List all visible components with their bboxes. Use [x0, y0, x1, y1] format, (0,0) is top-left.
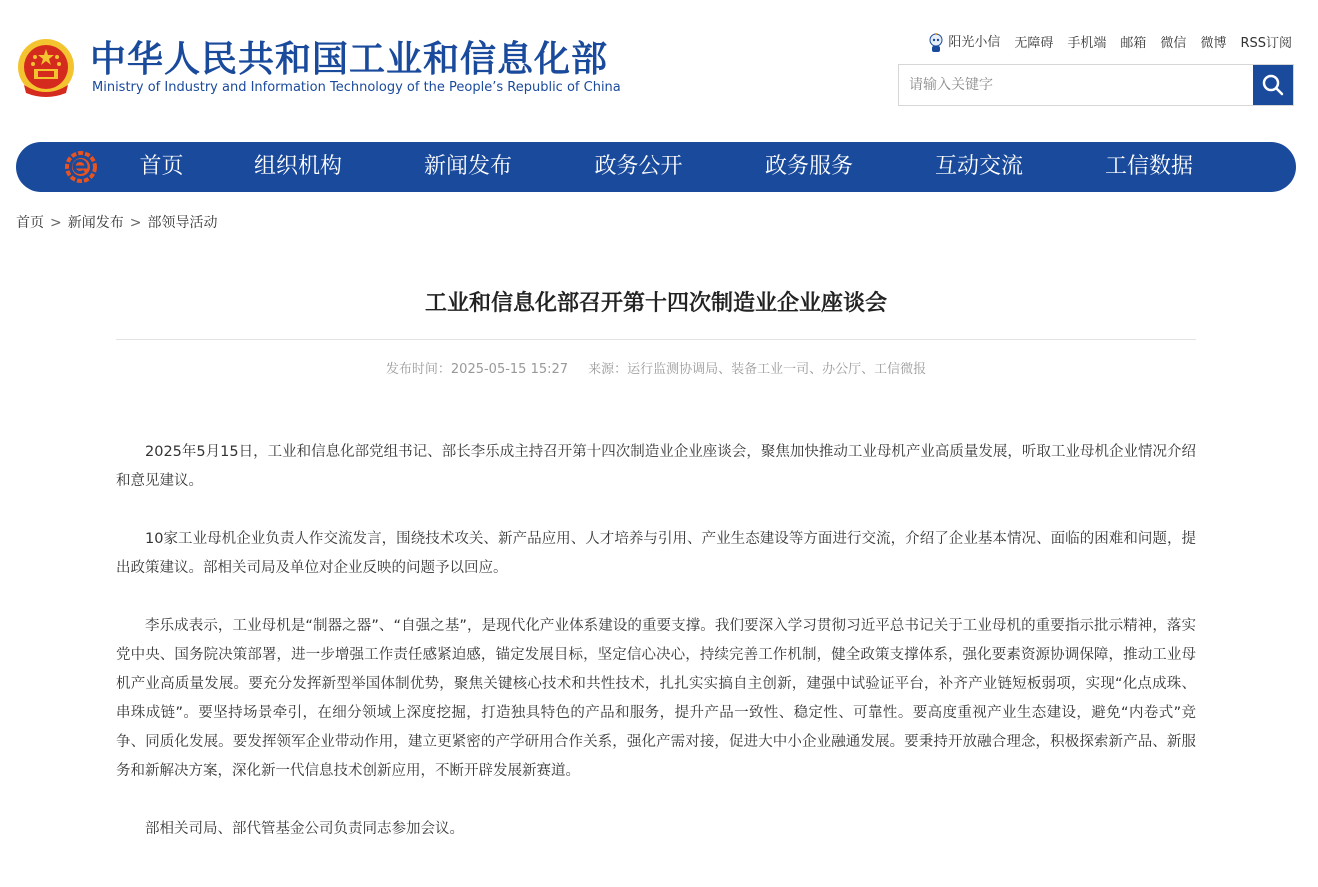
top-links — [928, 31, 1292, 53]
search-input[interactable] — [899, 65, 1251, 105]
top-link-accessibility[interactable]: 无障碍 — [1014, 36, 1054, 52]
article-title: 工业和信息化部召开第十四次制造业企业座谈会 — [424, 291, 887, 316]
breadcrumb — [16, 212, 217, 232]
national-emblem-icon[interactable] — [16, 37, 76, 101]
search-button[interactable] — [1253, 65, 1293, 105]
top-link-mail[interactable]: 邮箱 — [1120, 36, 1147, 52]
main-nav — [16, 142, 1296, 192]
miit-logo-icon[interactable] — [64, 150, 98, 184]
nav-items — [110, 142, 1234, 192]
title-divider — [116, 339, 1196, 340]
nav-item-news[interactable]: 新闻发布 — [423, 154, 512, 179]
publish-time: 发布时间：2025-05-15 15:27 — [385, 362, 569, 377]
article-paragraph: 2025年5月15日，工业和信息化部党组书记、部长李乐成主持召开第十四次制造业企业座谈会，聚焦加快推动工业母机产业高质量发展，听取工业母机企业情况介绍和意见建议。 — [116, 444, 1196, 489]
site-header — [0, 0, 1318, 140]
top-link-wechat[interactable]: 微信 — [1160, 36, 1187, 52]
breadcrumb-leader-activities[interactable]: 部领导活动 — [147, 215, 218, 231]
site-subtitle: Ministry of Industry and Information Technology of the People’s Republic of China — [92, 80, 621, 95]
breadcrumb-news[interactable]: 新闻发布 — [67, 215, 124, 231]
article-paragraph: 李乐成表示，工业母机是“制器之器”、“自强之基”，是现代化产业体系建设的重要支撑。我们要深入学习贯彻习近平总书记关于工业母机的重要指示批示精神，落实党中央、国务院决策部署，进一步增强工作责任感紧迫感，锚定发展目标，坚定信心决心，持续完善工作机制，健全政策支撑体系，强化要素资源协调保障，推动工业母机产业高质量发展。要充分发挥新型举国体制优势，聚焦关键核心技术和共性技术，扎扎实实搞自主创新，建强中试验证平台，补齐产业链短板弱项，实现“化点成珠、串珠成链”。要坚持场景牵引，在细分领域上深度挖掘，打造独具特色的产品和服务，提升产品一致性、稳定性、可靠性。要高度重视产业生态建设，避免“内卷式”竞争、同质化发展。要发挥领军企业带动作用，建立更紧密的产学研用合作关系，强化产需对接，促进大中小企业融通发展。要秉持开放融合理念，积极探索新产品、新服务和新解决方案，深化新一代信息技术创新应用，不断开辟发展新赛道。 — [116, 618, 1196, 779]
nav-item-interaction[interactable]: 互动交流 — [934, 154, 1023, 179]
top-link-weibo[interactable]: 微博 — [1200, 36, 1227, 52]
nav-item-home[interactable]: 首页 — [139, 154, 184, 179]
nav-item-data[interactable]: 工信数据 — [1104, 154, 1193, 179]
nav-item-government-services[interactable]: 政务服务 — [764, 154, 853, 179]
top-link-rss[interactable]: RSS订阅 — [1240, 36, 1292, 52]
article-paragraph: 10家工业母机企业负责人作交流发言，围绕技术攻关、新产品应用、人才培养与引用、产业生态建设等方面进行交流，介绍了企业基本情况、面临的困难和问题，提出政策建议。部相关司局及单位对企业反映的问题予以回应。 — [116, 531, 1196, 576]
nav-item-government-affairs[interactable]: 政务公开 — [594, 154, 683, 179]
breadcrumb-separator: > — [50, 215, 62, 231]
site-title[interactable]: 中华人民共和国工业和信息化部 — [90, 39, 609, 80]
article-meta — [116, 358, 1196, 377]
top-link-sunshine[interactable] — [928, 31, 1000, 53]
robot-icon — [928, 33, 944, 53]
article-paragraph: 部相关司局、部代管基金公司负责同志参加会议。 — [145, 821, 464, 837]
search-icon — [1261, 73, 1285, 97]
search-box — [898, 64, 1294, 106]
breadcrumb-home[interactable]: 首页 — [16, 215, 44, 231]
article-source: 来源：运行监测协调局、装备工业一司、办公厅、工信微报 — [588, 362, 927, 377]
article-content — [116, 438, 1196, 873]
nav-item-organization[interactable]: 组织机构 — [253, 154, 342, 179]
top-link-label: 阳光小信 — [948, 35, 1001, 50]
top-link-mobile[interactable]: 手机端 — [1067, 36, 1107, 52]
breadcrumb-separator: > — [129, 215, 142, 231]
